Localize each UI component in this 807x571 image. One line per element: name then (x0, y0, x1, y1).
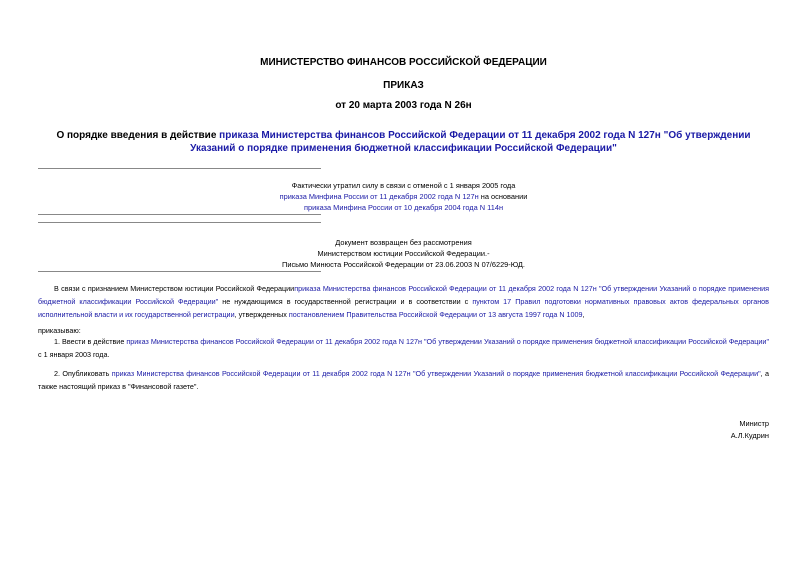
item-1-suffix: с 1 января 2003 года. (38, 350, 110, 359)
repeal-note-link2[interactable]: приказа Минфина России от 10 декабря 2004 года N 114н (303, 203, 504, 212)
preamble-link-rules[interactable]: Правил подготовки нормативных правовых актов федеральных органов исполнительной власти и их государственной регистрации (38, 297, 769, 319)
item-2-prefix: 2. Опубликовать (54, 369, 112, 378)
divider (38, 168, 321, 169)
signature (731, 418, 769, 442)
divider (38, 214, 321, 215)
title-prefix: О порядке введения в действие (56, 130, 220, 141)
item-1-prefix: 1. Ввести в действие (54, 337, 127, 346)
item-2-link[interactable]: приказ Министерства финансов Российской Федерации от 11 декабря 2002 года N 127н "Об утверждении Указаний о порядке применения бюджетной классификации Российской Федерации" (111, 369, 761, 378)
preamble-text: , (582, 310, 585, 319)
preamble-link-order[interactable]: приказа Министерства финансов Российской Федерации от 11 декабря 2002 года N 127н "Об утверждении Указаний о порядке применения бюджетной классификации Российской Федерации" (38, 284, 769, 306)
repeal-note-suffix: на основании (478, 192, 528, 201)
return-note-line1: Документ возвращен без рассмотрения (335, 238, 472, 247)
item-2 (38, 367, 769, 393)
signature-name: А.Л.Кудрин (730, 431, 769, 440)
preamble-text: не нуждающимся в государственной регистрации и в соответствии с (218, 297, 473, 306)
repeal-note-link1[interactable]: приказа Минфина России от 11 декабря 2002 года N 127н (279, 192, 479, 201)
preamble-text: В связи с признанием Министерством юстиции Российской Федерации (54, 284, 295, 293)
signature-position: Министр (739, 419, 769, 428)
item-1 (38, 335, 769, 361)
preamble-link-clause[interactable]: пунктом 17 (472, 297, 512, 306)
repeal-note-line1: Фактически утратил силу в связи с отменой с 1 января 2005 года (291, 181, 516, 190)
return-note-line2: Министерством юстиции Российской Федерации.- (317, 249, 490, 258)
return-note-line3: Письмо Минюста Российской Федерации от 23.06.2003 N 07/6229-ЮД. (282, 260, 525, 269)
ministry-heading: МИНИСТЕРСТВО ФИНАНСОВ РОССИЙСКОЙ ФЕДЕРАЦИИ (260, 57, 547, 68)
order-word: приказываю: (38, 326, 81, 335)
preamble (38, 282, 769, 321)
divider (38, 271, 321, 272)
date-number: от 20 марта 2003 года N 26н (335, 100, 472, 111)
item-1-link[interactable]: приказ Министерства финансов Российской Федерации от 11 декабря 2002 года N 127н "Об утверждении Указаний о порядке применения бюджетной классификации Российской Федерации" (126, 337, 770, 346)
return-note (0, 237, 807, 270)
title-link[interactable]: приказа Министерства финансов Российской Федерации от 11 декабря 2002 года N 127н "Об утверждении Указаний о порядке применения бюджетной классификации Российской Федерации" (190, 130, 751, 154)
repeal-note (0, 180, 807, 213)
item-2-suffix: , а также настоящий приказ в "Финансовой газете". (38, 369, 769, 391)
doc-type: ПРИКАЗ (383, 80, 424, 91)
preamble-text: , утвержденных (234, 310, 289, 319)
document-title (50, 129, 757, 155)
divider (38, 222, 321, 223)
preamble-link-resolution[interactable]: постановлением Правительства Российской Федерации от 13 августа 1997 года N 1009 (288, 310, 583, 319)
